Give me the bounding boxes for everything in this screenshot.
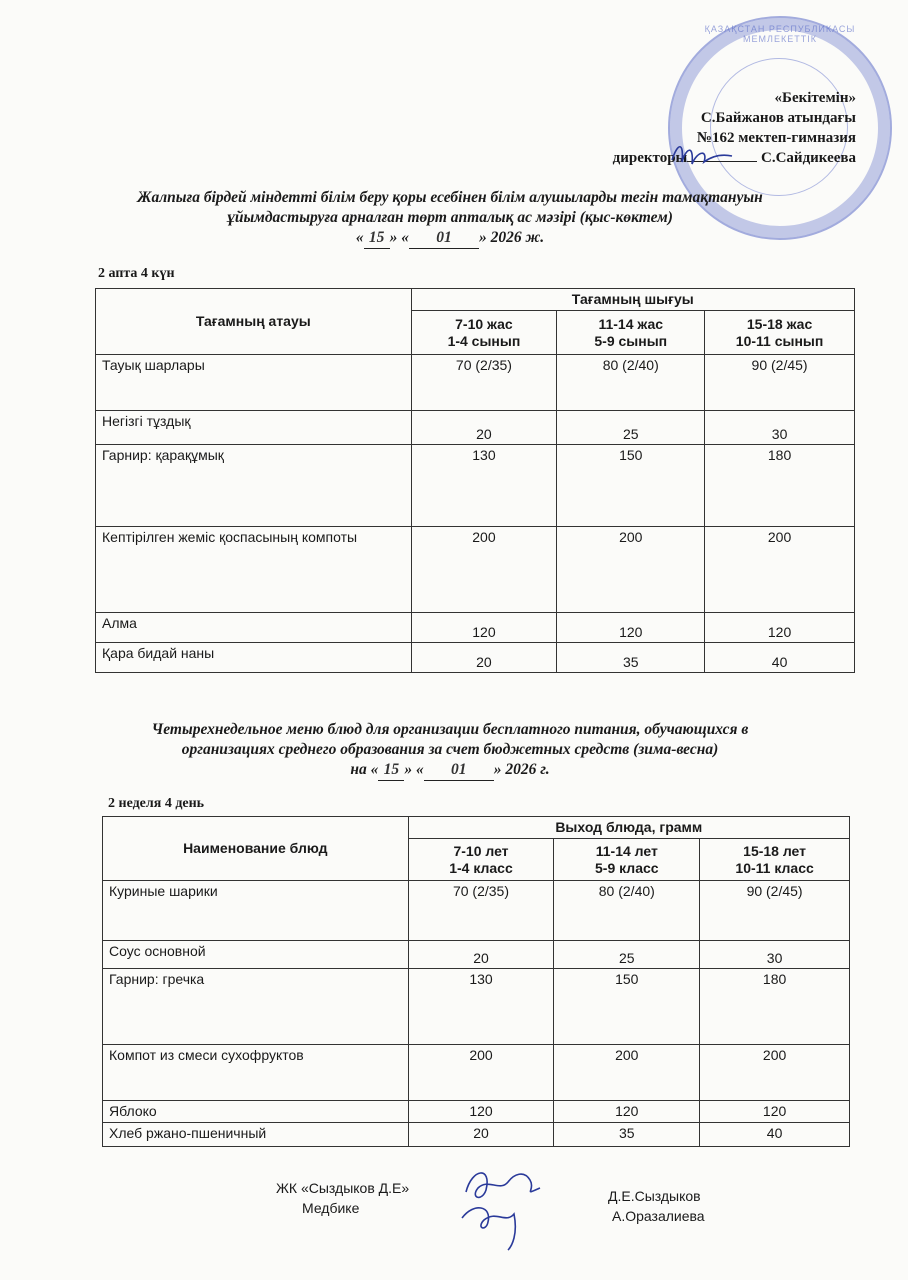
kz-col1-header bbox=[411, 311, 557, 355]
portion-7-10: 20 bbox=[411, 411, 557, 445]
kz-menu-table bbox=[95, 288, 855, 673]
portion-11-14: 80 (2/40) bbox=[554, 881, 700, 941]
dish-name: Негізгі тұздық bbox=[96, 411, 412, 445]
stamp-text: ҚАЗАҚСТАН РЕСПУБЛИКАСЫ МЕМЛЕКЕТТІК bbox=[704, 24, 856, 44]
portion-11-14: 25 bbox=[554, 941, 700, 969]
dish-name: Гарнир: гречка bbox=[103, 969, 409, 1045]
portion-11-14: 35 bbox=[554, 1123, 700, 1147]
portion-7-10: 130 bbox=[408, 969, 554, 1045]
footer-name1: Д.Е.Сыздыков bbox=[608, 1188, 701, 1204]
footer-name2: А.Оразалиева bbox=[612, 1208, 705, 1224]
kz-date-month: 01 bbox=[409, 228, 479, 249]
kz-date-day: 15 bbox=[364, 228, 390, 249]
ru-col3-header bbox=[700, 839, 850, 881]
portion-11-14: 150 bbox=[554, 969, 700, 1045]
portion-7-10: 20 bbox=[408, 941, 554, 969]
portion-11-14: 25 bbox=[557, 411, 705, 445]
portion-11-14: 200 bbox=[554, 1045, 700, 1101]
kz-col2-header bbox=[557, 311, 705, 355]
ru-date-day: 15 bbox=[378, 760, 404, 781]
portion-15-18: 120 bbox=[705, 613, 855, 643]
portion-11-14: 120 bbox=[554, 1101, 700, 1123]
kz-col3-age: 15-18 жас bbox=[746, 315, 813, 332]
ru-col2-age: 11-14 лет bbox=[595, 842, 658, 859]
dish-name: Куриные шарики bbox=[103, 881, 409, 941]
portion-15-18: 200 bbox=[700, 1045, 850, 1101]
portion-7-10: 120 bbox=[408, 1101, 554, 1123]
ru-title-line1: Четырехнедельное меню блюд для организации бесплатного питания, обучающихся в bbox=[151, 721, 749, 738]
table-row bbox=[96, 527, 855, 613]
ru-col2-grade: 5-9 класс bbox=[595, 859, 659, 876]
ru-menu-table bbox=[102, 816, 850, 1147]
dish-name: Соус основной bbox=[103, 941, 409, 969]
portion-11-14: 200 bbox=[557, 527, 705, 613]
dish-name: Гарнир: қарақұмық bbox=[96, 445, 412, 527]
table-row bbox=[96, 411, 855, 445]
portion-11-14: 35 bbox=[557, 643, 705, 673]
dish-name: Тауық шарлары bbox=[96, 355, 412, 411]
dish-name: Кептірілген жеміс қоспасының компоты bbox=[96, 527, 412, 613]
dish-name: Алма bbox=[96, 613, 412, 643]
dish-name: Қара бидай наны bbox=[96, 643, 412, 673]
table-row bbox=[103, 969, 850, 1045]
ru-col1-header bbox=[408, 839, 554, 881]
ru-col3-age: 15-18 лет bbox=[743, 842, 807, 859]
portion-11-14: 120 bbox=[557, 613, 705, 643]
portion-15-18: 90 (2/45) bbox=[700, 881, 850, 941]
kz-col3-header bbox=[705, 311, 855, 355]
table-row bbox=[103, 1123, 850, 1147]
portion-11-14: 80 (2/40) bbox=[557, 355, 705, 411]
ru-subheading: 2 неделя 4 день bbox=[108, 796, 205, 811]
ru-col1-age: 7-10 лет bbox=[453, 842, 509, 859]
kz-header-name: Тағамның атауы bbox=[96, 289, 412, 355]
dish-name: Компот из смеси сухофруктов bbox=[103, 1045, 409, 1101]
kz-col2-grade: 5-9 сынып bbox=[594, 332, 668, 349]
portion-15-18: 30 bbox=[705, 411, 855, 445]
ru-date-line: на « 15 » « 01 » 2026 г. bbox=[90, 760, 810, 781]
kz-date-line: « 15 » « 01 » 2026 ж. bbox=[90, 228, 810, 249]
ru-date-suffix: 2026 г. bbox=[505, 761, 550, 778]
ru-date-prefix: на bbox=[350, 761, 367, 778]
table-row bbox=[96, 613, 855, 643]
table-row bbox=[96, 355, 855, 411]
table-row bbox=[103, 941, 850, 969]
ru-title bbox=[90, 720, 810, 781]
ru-col1-grade: 1-4 класс bbox=[449, 859, 513, 876]
ru-col3-grade: 10-11 класс bbox=[735, 859, 814, 876]
portion-7-10: 70 (2/35) bbox=[411, 355, 557, 411]
kz-col1-grade: 1-4 сынып bbox=[447, 332, 521, 349]
ru-date-month: 01 bbox=[424, 760, 494, 781]
table-row bbox=[103, 881, 850, 941]
approval-line1: С.Байжанов атындағы bbox=[700, 110, 856, 126]
table-row bbox=[96, 445, 855, 527]
portion-7-10: 20 bbox=[408, 1123, 554, 1147]
dish-name: Хлеб ржано-пшеничный bbox=[103, 1123, 409, 1147]
director-name: С.Сайдикеева bbox=[761, 150, 856, 166]
kz-date-suffix: 2026 ж. bbox=[490, 229, 545, 246]
portion-7-10: 120 bbox=[411, 613, 557, 643]
table-row bbox=[96, 643, 855, 673]
medic-signature bbox=[452, 1162, 562, 1257]
ru-header-output: Выход блюда, грамм bbox=[408, 817, 849, 839]
portion-15-18: 40 bbox=[700, 1123, 850, 1147]
ru-title-line2: организациях среднего образования за счет бюджетных средств (зима-весна) bbox=[181, 741, 719, 758]
portion-15-18: 120 bbox=[700, 1101, 850, 1123]
approval-title: «Бекітемін» bbox=[774, 90, 856, 106]
kz-col1-age: 7-10 жас bbox=[455, 315, 513, 332]
portion-7-10: 130 bbox=[411, 445, 557, 527]
approval-line2: №162 мектеп-гимназия bbox=[696, 130, 856, 146]
kz-title-line1: Жалпыға бірдей міндетті білім беру қоры есебінен білім алушыларды тегін тамақтануын bbox=[137, 189, 763, 206]
ru-col2-header bbox=[554, 839, 700, 881]
ru-header-name: Наименование блюд bbox=[103, 817, 409, 881]
portion-7-10: 20 bbox=[411, 643, 557, 673]
footer-role: Медбике bbox=[302, 1200, 360, 1216]
portion-7-10: 200 bbox=[408, 1045, 554, 1101]
table-row bbox=[103, 1045, 850, 1101]
portion-15-18: 200 bbox=[705, 527, 855, 613]
table-row bbox=[103, 1101, 850, 1123]
kz-title-line2: ұйымдастыруға арналған төрт апталық ас мәзірі (қыс-көктем) bbox=[227, 209, 673, 226]
kz-title bbox=[90, 188, 810, 249]
portion-15-18: 90 (2/45) bbox=[705, 355, 855, 411]
kz-subheading: 2 апта 4 күн bbox=[98, 266, 175, 281]
kz-header-output: Тағамның шығуы bbox=[411, 289, 854, 311]
director-label: директоры bbox=[612, 150, 688, 166]
footer-org: ЖК «Сыздыков Д.Е» bbox=[276, 1180, 410, 1196]
portion-7-10: 70 (2/35) bbox=[408, 881, 554, 941]
portion-15-18: 180 bbox=[700, 969, 850, 1045]
kz-col2-age: 11-14 жас bbox=[598, 315, 664, 332]
portion-15-18: 30 bbox=[700, 941, 850, 969]
portion-15-18: 180 bbox=[705, 445, 855, 527]
portion-7-10: 200 bbox=[411, 527, 557, 613]
portion-11-14: 150 bbox=[557, 445, 705, 527]
portion-15-18: 40 bbox=[705, 643, 855, 673]
kz-col3-grade: 10-11 сынып bbox=[735, 332, 824, 349]
director-signature bbox=[668, 138, 738, 177]
dish-name: Яблоко bbox=[103, 1101, 409, 1123]
